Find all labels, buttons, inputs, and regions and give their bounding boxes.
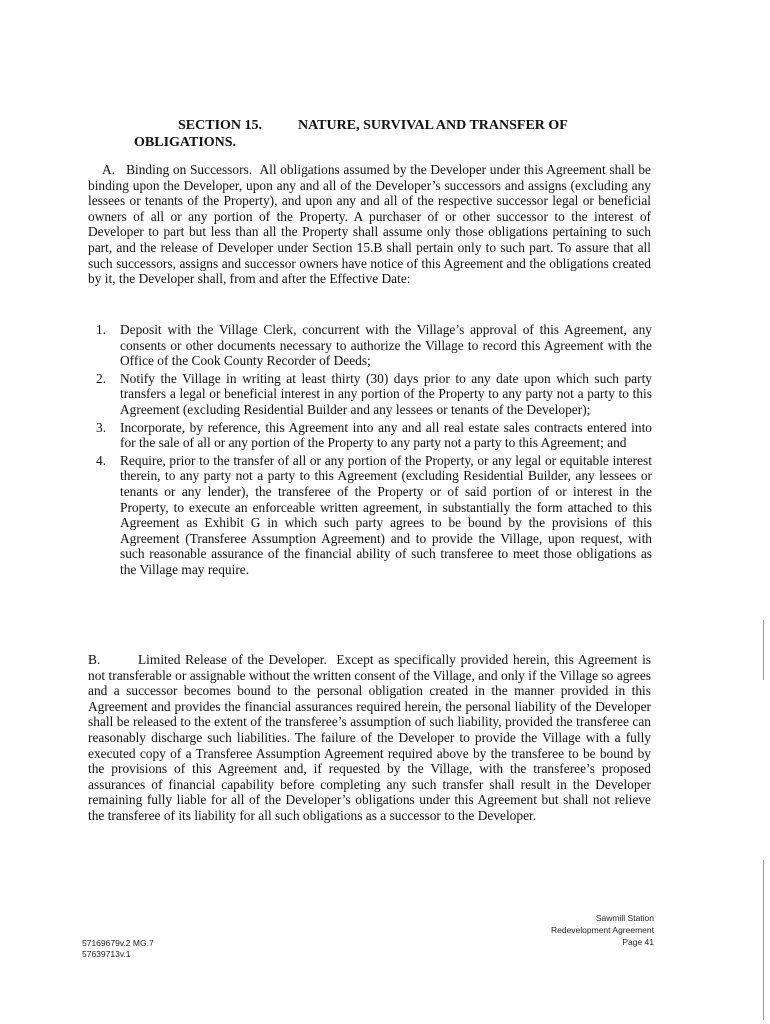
paragraph-a-heading: Binding on Successors. (126, 162, 253, 177)
list-item (96, 453, 652, 578)
list-item (96, 322, 652, 369)
paragraph-b-heading: Limited Release of the Developer. (138, 652, 327, 667)
paragraph-a-label: A. (102, 162, 116, 177)
list-item-number: 1. (96, 322, 107, 337)
list-item-text: Incorporate, by reference, this Agreement into any and all real estate sales contracts entered into for the sale of all or any portion of the Property to any party not a party to this Agreement; and (120, 419, 652, 451)
list-item (96, 371, 652, 418)
footer-project-name: Sawmill Station (595, 913, 654, 923)
section-title-continuation: OBLIGATIONS. (134, 135, 237, 150)
footer-document-info (551, 912, 654, 948)
paragraph-a-text: All obligations assumed by the Developer under this Agreement shall be binding upon the Developer, upon any and all of the Developer’s successors and assigns (excluding any lessees or tenants of the Property), and upon any and all of the respective successor legal or beneficial owners of all or any portion of the Property. A purchaser of or other successor to the interest of Developer to part but less than all the Property shall assume only those obligations pertaining to such part, and the release of Developer under Section 15.B shall pertain only to such part. To assure that all such successors, assigns and successor owners have notice of this Agreement and the obligations created by it, the Developer shall, from and after the Effective Date: (88, 162, 651, 287)
list-item-number: 3. (96, 419, 107, 435)
paragraph-b-label: B. (88, 652, 101, 667)
list-item-number: 4. (96, 452, 107, 468)
list-item-text: Notify the Village in writing at least thirty (30) days prior to any date upon which such party transfers a legal or beneficial interest in any portion of the Property to any party not a party to this Agreement (excluding Residential Builder and any lessees or tenants of the Developer); (120, 370, 652, 417)
footer-doc-id-2: 57639713v.1 (82, 949, 131, 959)
list-item (96, 420, 652, 451)
obligations-list (96, 322, 652, 580)
paragraph-b-text: Except as specifically provided herein, this Agreement is not transferable or assignable without the written consent of the Village, and only if the Village so agrees and a successor becomes bound to the personal obligation created in the manner provided in this Agreement and provides the financial assurances required herein, the personal liability of the Developer shall be released to the extent of the transferee’s assumption of such liability, provided the transferee can reasonably discharge such liabilities. The failure of the Developer to provide the Village with a fully executed copy of a Transferee Assumption Agreement required above by the transferee to be bound by the provisions of this Agreement and, if requested by the Village, with the transferee’s proposed assurances of financial capability before completing any such transfer shall result in the Developer remaining fully liable for all of the Developer’s obligations under this Agreement but shall not relieve the transferee of its liability for all such obligations as a successor to the Developer. (88, 652, 651, 823)
scan-edge-mark (763, 860, 764, 1020)
paragraph-a (88, 162, 651, 287)
footer-doc-ids (82, 938, 154, 960)
paragraph-b (88, 652, 651, 824)
footer-doc-id-1: 57169679v.2 MG.7 (82, 938, 154, 948)
footer-document-name: Redevelopment Agreement (550, 925, 654, 935)
scan-edge-mark (763, 620, 764, 680)
list-item-number: 2. (96, 370, 107, 386)
section-title: NATURE, SURVIVAL AND TRANSFER OF (298, 118, 568, 133)
footer-page-number: Page 41 (622, 937, 654, 947)
section-heading (134, 117, 654, 151)
section-number: SECTION 15. (178, 118, 263, 133)
list-item-text: Deposit with the Village Clerk, concurrent with the Village’s approval of this Agreement, any consents or other documents necessary to authorize the Village to record this Agreement with the Office of the Cook County Recorder of Deeds; (120, 322, 652, 369)
list-item-text: Require, prior to the transfer of all or any portion of the Property, or any legal or equitable interest therein, to any party not a party to this Agreement (excluding Residential Builder, any lessees or tenants or any lender), the transferee of the Property or of said portion of or interest in the Property, to execute an enforceable written agreement, in substantially the form attached to this Agreement as Exhibit G in which such party agrees to be bound by the provisions of this Agreement (Transferee Assumption Agreement) and to provide the Village, upon request, with such reasonable assurance of the financial ability of such transferee to meet those obligations as the Village may require. (120, 452, 652, 577)
